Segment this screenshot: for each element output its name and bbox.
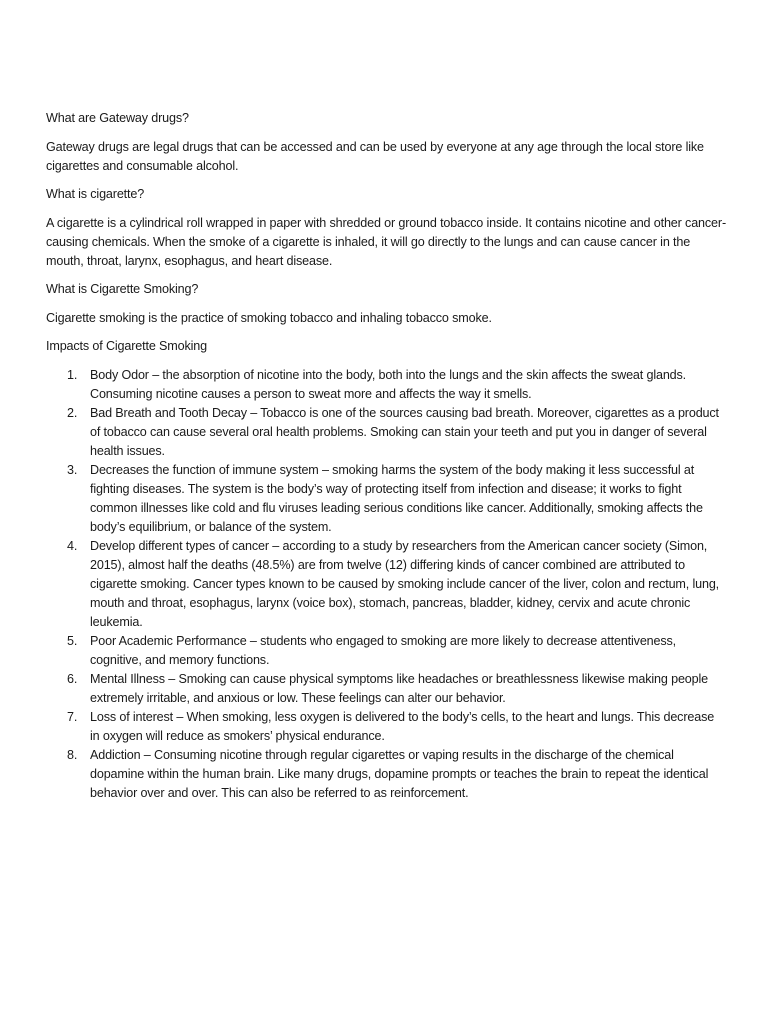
question-cigarette-smoking: What is Cigarette Smoking? xyxy=(46,282,199,296)
list-item-number: 4. xyxy=(67,539,78,553)
answer-gateway-drugs: Gateway drugs are legal drugs that can be accessed and can be used by everyone at any age through the local store like cigarettes and consumable alcohol. xyxy=(46,140,704,173)
list-item xyxy=(46,670,726,708)
list-item-text: Loss of interest – When smoking, less oxygen is delivered to the body’s cells, to the heart and lungs. This decrease in oxygen will reduce as smokers’ physical endurance. xyxy=(90,710,715,743)
document-body xyxy=(46,109,726,803)
list-item-number: 8. xyxy=(67,748,78,762)
list-item-text: Poor Academic Performance – students who engaged to smoking are more likely to decrease attentiveness, cognitive, and memory functions. xyxy=(90,634,677,667)
list-item-number: 6. xyxy=(67,672,78,686)
list-item xyxy=(46,708,726,746)
list-item-text: Develop different types of cancer – according to a study by researchers from the American cancer society (Simon, 2015), almost half the deaths (48.5%) are from twelve (12) differing kinds of cancer combined are attributed to cigarette smoking. Cancer types known to be caused by smoking include cancer of the liver, colon and rectum, lung, mouth and throat, esophagus, larynx (voice box), stomach, pancreas, bladder, kidney, cervix and acute chronic leukemia. xyxy=(90,539,720,629)
list-item-number: 5. xyxy=(67,634,78,648)
list-item xyxy=(46,404,726,461)
answer-cigarette: A cigarette is a cylindrical roll wrapped in paper with shredded or ground tobacco inside. It contains nicotine and other cancer-causing chemicals. When the smoke of a cigarette is inhaled, it will go directly to the lungs and can cause cancer in the mouth, throat, larynx, esophagus, and heart disease. xyxy=(46,216,726,268)
list-item xyxy=(46,632,726,670)
impacts-list xyxy=(46,366,726,803)
list-item-text: Decreases the function of immune system – smoking harms the system of the body making it less successful at fighting diseases. The system is the body’s way of protecting itself from infection and disease; it works to fight common illnesses like cold and flu viruses leading serious conditions like cancer. Additionally, smoking affects the body’s equilibrium, or balance of the system. xyxy=(90,463,703,534)
list-item-text: Bad Breath and Tooth Decay – Tobacco is one of the sources causing bad breath. Moreover, cigarettes as a product of tobacco can cause several oral health problems. Smoking can stain your teeth and put you in danger of several health issues. xyxy=(90,406,719,458)
list-item-number: 2. xyxy=(67,406,78,420)
list-item-text: Mental Illness – Smoking can cause physical symptoms like headaches or breathlessness likewise making people extremely irritable, and anxious or low. These feelings can alter our behavior. xyxy=(90,672,709,705)
list-item-number: 3. xyxy=(67,463,78,477)
list-item-number: 1. xyxy=(67,368,78,382)
list-item-text: Body Odor – the absorption of nicotine into the body, both into the lungs and the skin affects the sweat glands. Consuming nicotine causes a person to sweat more and affects the way it smells. xyxy=(90,368,687,401)
list-item xyxy=(46,746,726,803)
question-gateway-drugs: What are Gateway drugs? xyxy=(46,111,189,125)
question-cigarette: What is cigarette? xyxy=(46,187,145,201)
answer-cigarette-smoking: Cigarette smoking is the practice of smoking tobacco and inhaling tobacco smoke. xyxy=(46,311,492,325)
list-item xyxy=(46,366,726,404)
list-item xyxy=(46,461,726,537)
list-item xyxy=(46,537,726,632)
impacts-heading: Impacts of Cigarette Smoking xyxy=(46,339,207,353)
list-item-number: 7. xyxy=(67,710,78,724)
list-item-text: Addiction – Consuming nicotine through regular cigarettes or vaping results in the discharge of the chemical dopamine within the human brain. Like many drugs, dopamine prompts or teaches the brain to repeat the identical behavior over and over. This can also be referred to as reinforcement. xyxy=(90,748,709,800)
